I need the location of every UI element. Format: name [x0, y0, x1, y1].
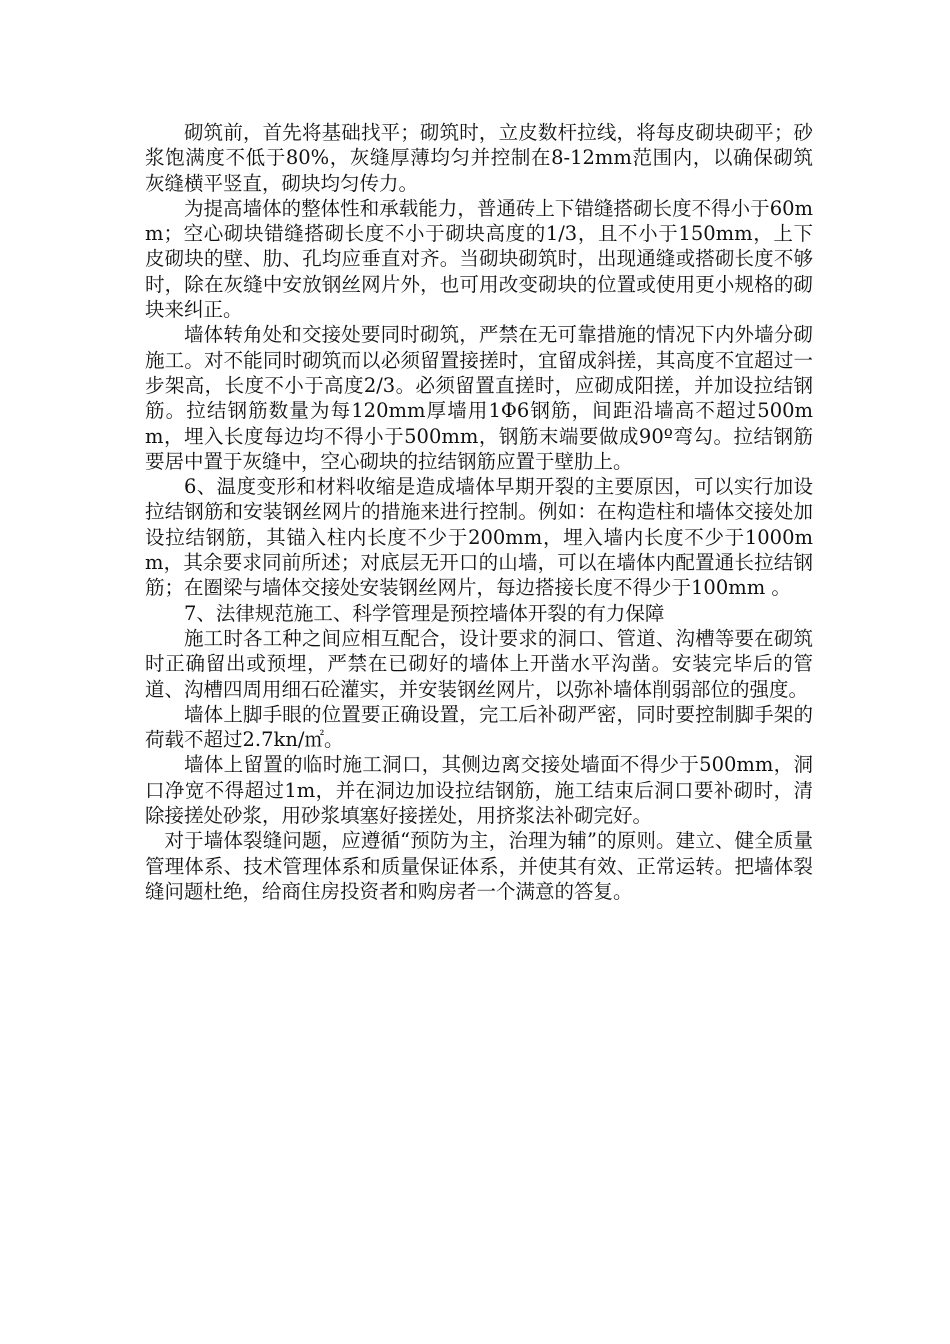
paragraph-masonry-leveling: 砌筑前，首先将基础找平；砌筑时，立皮数杆拉线，将每皮砌块砌平；砂浆饱满度不低于80%，灰缝厚薄均匀并控制在8-12mm范围内，以确保砌筑灰缝横平竖直，砌块均匀传力。: [145, 121, 813, 195]
paragraph-conclusion: 对于墙体裂缝问题，应遵循“预防为主，治理为辅”的原则。建立、健全质量管理体系、技术管理体系和质量保证体系，并使其有效、正常运转。把墙体裂缝问题杜绝，给商住房投资者和购房者一个满意的答复。: [145, 829, 813, 903]
paragraph-temporary-openings: 墙体上留置的临时施工洞口，其侧边离交接处墙面不得少于500mm，洞口净宽不得超过1m，并在洞边加设拉结钢筋，施工结束后洞口要补砌时，清除接搓处砂浆，用砂浆填塞好接搓处，用挤浆法补砌完好。: [145, 753, 813, 828]
paragraph-heading-management: 7、法律规范施工、科学管理是预控墙体开裂的有力保障: [184, 601, 665, 625]
paragraph-corner-junction: 墙体转角处和交接处要同时砌筑，严禁在无可靠措施的情况下内外墙分砌施工。对不能同时砌筑而以必须留置接搓时，宜留成斜搓，其高度不宜超过一步架高，长度不小于高度2/3。必须留置直搓时，应砌成阳搓，并加设拉结钢筋。拉结钢筋数量为每120mm厚墙用1Φ6钢筋，间距沿墙高不超过500mm，埋入长度每边均不得小于500mm，钢筋末端要做成90º弯勾。拉结钢筋要居中置于灰缝中，空心砌块的拉结钢筋应置于壁肋上。: [145, 323, 813, 473]
paragraph-staggered-bonding: 为提高墙体的整体性和承载能力，普通砖上下错缝搭砌长度不得小于60mm；空心砌块错缝搭砌长度不小于砌块高度的1/3，且不小于150mm，上下皮砌块的壁、肋、孔均应垂直对齐。当砌块砌筑时，出现通缝或搭砌长度不够时，除在灰缝中安放钢丝网片外，也可用改变砌块的位置或使用更小规格的砌块来纠正。: [145, 196, 813, 322]
paragraph-trade-coordination: 施工时各工种之间应相互配合，设计要求的洞口、管道、沟槽等要在砌筑时正确留出或预埋，严禁在已砌好的墙体上开凿水平沟凿。安装完毕后的管道、沟槽四周用细石砼灌实，并安装钢丝网片，以弥补墙体削弱部位的强度。: [145, 626, 813, 701]
paragraph-temperature-shrinkage: 6、温度变形和材料收缩是造成墙体早期开裂的主要原因，可以实行加设拉结钢筋和安装钢丝网片的措施来进行控制。例如：在构造柱和墙体交接处加设拉结钢筋，其锚入柱内长度不少于200mm，埋入墙内长度不少于1000mm，其余要求同前所述；对底层无开口的山墙，可以在墙体内配置通长拉结钢筋；在圈梁与墙体交接处安装钢丝网片，每边搭接长度不得少于100mm 。: [145, 475, 813, 600]
paragraph-scaffold-holes: 墙体上脚手眼的位置要正确设置，完工后补砌严密，同时要控制脚手架的荷载不超过2.7kn/㎡。: [145, 702, 813, 752]
document-body: [145, 120, 813, 904]
